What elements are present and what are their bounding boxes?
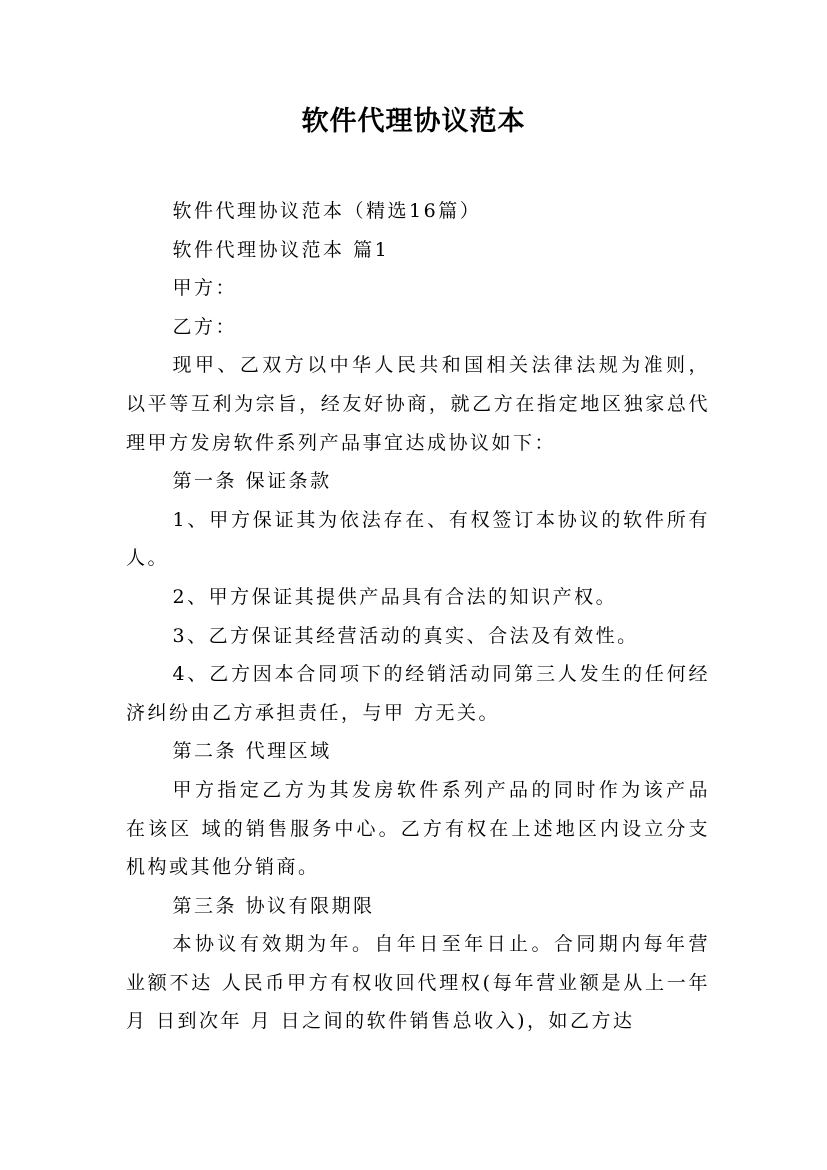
document-body — [126, 192, 710, 1041]
article-2-heading: 第二条 代理区域 — [172, 740, 332, 763]
article-3-body: 本协议有效期为年。自年日至年日止。合同期内每年营业额不达 人民币甲方有权收回代理权(每年营业额是从上一年 月 日到次年 月 日之间的软件销售总收入)，如乙方达 — [126, 933, 710, 1033]
article-2-body: 甲方指定乙方为其发房软件系列产品的同时作为该产品在该区 域的销售服务中心。乙方有权在上述地区内设立分支机构或其他分销商。 — [126, 778, 710, 879]
paragraph-party-a: 甲方： — [172, 277, 238, 300]
article-1-heading: 第一条 保证条款 — [172, 470, 332, 493]
article-3-heading: 第三条 协议有限期限 — [172, 894, 375, 917]
article-1-clause-4: 4、乙方因本合同项下的经销活动同第三人发生的任何经济纠纷由乙方承担责任，与甲 方无关。 — [126, 663, 710, 724]
paragraph-section-heading: 软件代理协议范本 篇1 — [172, 238, 390, 261]
article-1-clause-1: 1、甲方保证其为依法存在、有权签订本协议的软件所有人。 — [126, 508, 710, 570]
article-1-clause-3: 3、乙方保证其经营活动的真实、合法及有效性。 — [172, 624, 639, 647]
paragraph-subtitle: 软件代理协议范本（精选16篇） — [172, 200, 482, 222]
paragraph-preamble: 现甲、乙双方以中华人民共和国相关法律法规为准则，以平等互利为宗旨，经友好协商，就乙方在指定地区独家总代理甲方发房软件系列产品事宜达成协议如下： — [126, 354, 710, 454]
paragraph-party-b: 乙方： — [172, 315, 238, 338]
article-1-clause-2: 2、甲方保证其提供产品具有合法的知识产权。 — [172, 585, 618, 608]
document-title: 软件代理协议范本 — [301, 106, 526, 137]
